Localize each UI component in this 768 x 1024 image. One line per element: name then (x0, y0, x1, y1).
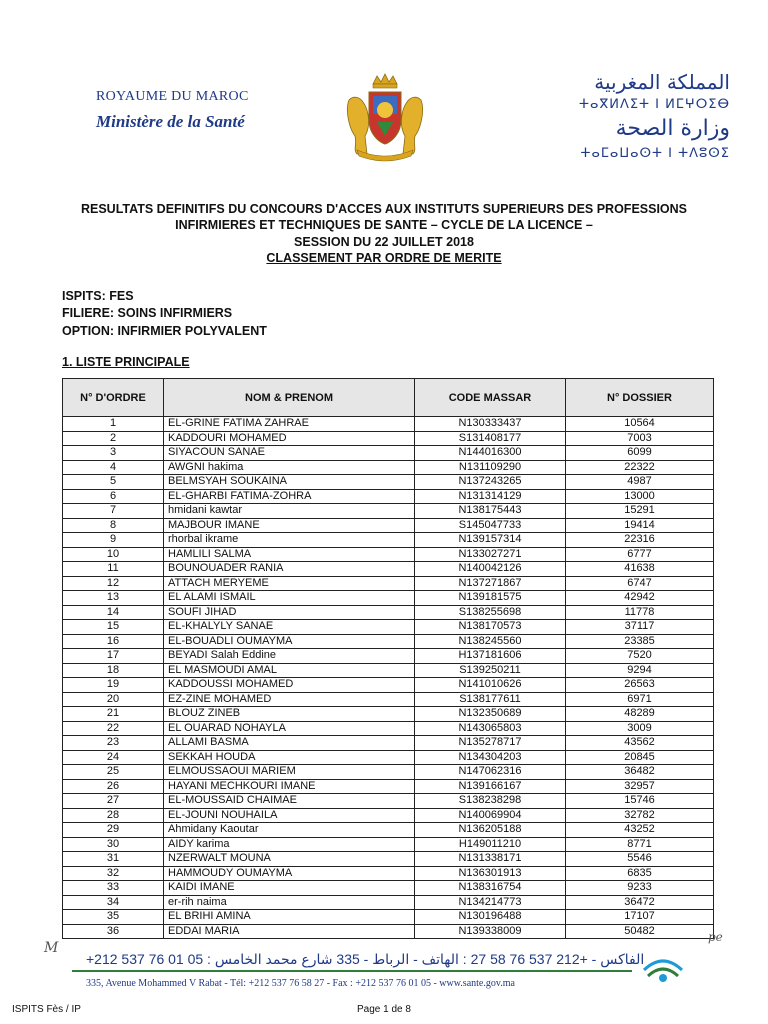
cell-massar: N138316754 (415, 881, 566, 896)
cell-massar: N131109290 (415, 460, 566, 475)
table-row (63, 721, 714, 736)
cell-name: BLOUZ ZINEB (164, 707, 415, 722)
cell-order: 20 (63, 692, 164, 707)
cell-name: hmidani kawtar (164, 504, 415, 519)
cell-name: EZ-ZINE MOHAMED (164, 692, 415, 707)
title-line-2: INFIRMIERES ET TECHNIQUES DE SANTE – CYCLE DE LA LICENCE – (175, 218, 593, 232)
table-row (63, 692, 714, 707)
cell-order: 22 (63, 721, 164, 736)
cell-order: 7 (63, 504, 164, 519)
cell-name: SOUFI JIHAD (164, 605, 415, 620)
cell-massar: S138238298 (415, 794, 566, 809)
kingdom-name-fr: ROYAUME DU MAROC (96, 89, 249, 104)
cell-name: ALLAMI BASMA (164, 736, 415, 751)
table-row (63, 605, 714, 620)
cell-order: 19 (63, 678, 164, 693)
cell-name: EL-GHARBI FATIMA-ZOHRA (164, 489, 415, 504)
table-row (63, 866, 714, 881)
cell-massar: N139338009 (415, 924, 566, 939)
page-footer-left: ISPITS Fès / IP (12, 1004, 81, 1015)
header-dossier: N° DOSSIER (566, 379, 714, 417)
cell-order: 27 (63, 794, 164, 809)
cell-name: HAYANI MECHKOURI IMANE (164, 779, 415, 794)
cell-dossier: 6835 (566, 866, 714, 881)
cell-dossier: 3009 (566, 721, 714, 736)
cell-dossier: 41638 (566, 562, 714, 577)
cell-name: EL-GRINE FATIMA ZAHRAE (164, 417, 415, 432)
title-ranking: CLASSEMENT PAR ORDRE DE MERITE (266, 251, 502, 265)
cell-dossier: 32782 (566, 808, 714, 823)
cell-dossier: 6747 (566, 576, 714, 591)
table-row (63, 663, 714, 678)
cell-massar: N136205188 (415, 823, 566, 838)
cell-order: 14 (63, 605, 164, 620)
title-session: SESSION DU 22 JUILLET 2018 (294, 235, 474, 249)
table-row (63, 707, 714, 722)
cell-massar: N143065803 (415, 721, 566, 736)
cell-name: NZERWALT MOUNA (164, 852, 415, 867)
cell-dossier: 11778 (566, 605, 714, 620)
cell-dossier: 15746 (566, 794, 714, 809)
cell-order: 5 (63, 475, 164, 490)
cell-order: 32 (63, 866, 164, 881)
kingdom-name-ar: المملكة المغربية (594, 70, 730, 94)
cell-dossier: 8771 (566, 837, 714, 852)
cell-order: 33 (63, 881, 164, 896)
cell-massar: N139166167 (415, 779, 566, 794)
table-header-row (63, 379, 714, 417)
cell-order: 2 (63, 431, 164, 446)
cell-dossier: 26563 (566, 678, 714, 693)
table-row (63, 852, 714, 867)
table-row (63, 634, 714, 649)
cell-dossier: 5546 (566, 852, 714, 867)
cell-dossier: 7003 (566, 431, 714, 446)
table-row (63, 750, 714, 765)
cell-dossier: 6971 (566, 692, 714, 707)
table-row (63, 591, 714, 606)
signature-initial-left: M (44, 940, 59, 956)
table-row (63, 460, 714, 475)
cell-order: 8 (63, 518, 164, 533)
cell-order: 29 (63, 823, 164, 838)
table-row (63, 823, 714, 838)
cell-dossier: 6777 (566, 547, 714, 562)
table-row (63, 736, 714, 751)
cell-name: EL-MOUSSAID CHAIMAE (164, 794, 415, 809)
cell-order: 24 (63, 750, 164, 765)
cell-name: HAMLILI SALMA (164, 547, 415, 562)
ministry-logo-icon (640, 948, 686, 988)
table-row (63, 895, 714, 910)
cell-massar: S138177611 (415, 692, 566, 707)
table-row (63, 924, 714, 939)
cell-name: SIYACOUN SANAE (164, 446, 415, 461)
results-table (62, 378, 714, 939)
cell-name: er-rih naima (164, 895, 415, 910)
cell-name: EDDAI MARIA (164, 924, 415, 939)
ministry-name-tifinagh: ⵜⴰⵎⴰⵡⴰⵙⵜ ⵏ ⵜⴷⵓⵙⵉ (580, 146, 730, 161)
cell-order: 1 (63, 417, 164, 432)
cell-dossier: 42942 (566, 591, 714, 606)
cell-order: 17 (63, 649, 164, 664)
cell-name: EL-BOUADLI OUMAYMA (164, 634, 415, 649)
cell-name: ATTACH MERYEME (164, 576, 415, 591)
cell-name: EL-KHALYLY SANAE (164, 620, 415, 635)
list-heading: 1. LISTE PRINCIPALE (62, 355, 190, 369)
header-name: NOM & PRENOM (164, 379, 415, 417)
cell-name: AIDY karima (164, 837, 415, 852)
cell-massar: N136301913 (415, 866, 566, 881)
cell-order: 34 (63, 895, 164, 910)
table-row (63, 765, 714, 780)
page-number: Page 1 de 8 (357, 1004, 411, 1015)
cell-name: EL MASMOUDI AMAL (164, 663, 415, 678)
coat-of-arms-icon (343, 70, 427, 162)
cell-massar: N135278717 (415, 736, 566, 751)
cell-massar: N138175443 (415, 504, 566, 519)
cell-massar: N137243265 (415, 475, 566, 490)
cell-dossier: 7520 (566, 649, 714, 664)
cell-order: 13 (63, 591, 164, 606)
table-row (63, 475, 714, 490)
cell-dossier: 43562 (566, 736, 714, 751)
table-row (63, 547, 714, 562)
table-row (63, 431, 714, 446)
cell-name: Ahmidany Kaoutar (164, 823, 415, 838)
cell-name: rhorbal ikrame (164, 533, 415, 548)
cell-dossier: 22322 (566, 460, 714, 475)
table-row (63, 489, 714, 504)
cell-dossier: 36472 (566, 895, 714, 910)
cell-dossier: 37117 (566, 620, 714, 635)
cell-dossier: 23385 (566, 634, 714, 649)
footer-address: 335, Avenue Mohammed V Rabat - Tél: +212 537 76 58 27 - Fax : +212 537 76 01 05 - www.sante.gov.ma (86, 978, 515, 989)
cell-dossier: 15291 (566, 504, 714, 519)
cell-massar: N139157314 (415, 533, 566, 548)
cell-dossier: 6099 (566, 446, 714, 461)
table-row (63, 620, 714, 635)
cell-massar: N140069904 (415, 808, 566, 823)
cell-massar: N134304203 (415, 750, 566, 765)
table-row (63, 518, 714, 533)
cell-order: 12 (63, 576, 164, 591)
cell-massar: N131338171 (415, 852, 566, 867)
cell-massar: N144016300 (415, 446, 566, 461)
cell-name: KADDOUSSI MOHAMED (164, 678, 415, 693)
cell-name: KAIDI IMANE (164, 881, 415, 896)
table-row (63, 881, 714, 896)
cell-massar: H137181606 (415, 649, 566, 664)
cell-order: 26 (63, 779, 164, 794)
cell-massar: N138170573 (415, 620, 566, 635)
footer-contact-line: +212 537 76 01 05 : الفاكس - +212 537 76 58 27 : الهاتف - الرباط - 335 شارع محمد الخامس (86, 951, 645, 967)
cell-order: 28 (63, 808, 164, 823)
cell-name: EL BRIHI AMINA (164, 910, 415, 925)
cell-order: 9 (63, 533, 164, 548)
cell-dossier: 19414 (566, 518, 714, 533)
cell-massar: N137271867 (415, 576, 566, 591)
table-row (63, 504, 714, 519)
cell-massar: N130196488 (415, 910, 566, 925)
table-row (63, 649, 714, 664)
cell-massar: N147062316 (415, 765, 566, 780)
cell-order: 35 (63, 910, 164, 925)
cell-order: 16 (63, 634, 164, 649)
cell-name: SEKKAH HOUDA (164, 750, 415, 765)
cell-dossier: 22316 (566, 533, 714, 548)
cell-order: 10 (63, 547, 164, 562)
ministry-name-ar: وزارة الصحة (615, 116, 730, 141)
cell-order: 6 (63, 489, 164, 504)
table-row (63, 417, 714, 432)
cell-dossier: 9294 (566, 663, 714, 678)
cell-order: 11 (63, 562, 164, 577)
table-row (63, 562, 714, 577)
table-body (63, 417, 714, 939)
cell-dossier: 48289 (566, 707, 714, 722)
cell-dossier: 20845 (566, 750, 714, 765)
header-order: N° D'ORDRE (63, 379, 164, 417)
table-row (63, 446, 714, 461)
cell-dossier: 32957 (566, 779, 714, 794)
cell-name: KADDOURI MOHAMED (164, 431, 415, 446)
cell-order: 30 (63, 837, 164, 852)
footer-divider (72, 970, 632, 972)
ministry-name-fr: Ministère de la Santé (96, 112, 245, 131)
cell-name: BOUNOUADER RANIA (164, 562, 415, 577)
cell-dossier: 10564 (566, 417, 714, 432)
cell-name: EL ALAMI ISMAIL (164, 591, 415, 606)
cell-order: 25 (63, 765, 164, 780)
table-row (63, 779, 714, 794)
table-row (63, 576, 714, 591)
cell-dossier: 36482 (566, 765, 714, 780)
cell-dossier: 43252 (566, 823, 714, 838)
table-row (63, 533, 714, 548)
cell-order: 15 (63, 620, 164, 635)
cell-massar: N132350689 (415, 707, 566, 722)
cell-massar: N138245560 (415, 634, 566, 649)
title-line-1: RESULTATS DEFINITIFS DU CONCOURS D'ACCES AUX INSTITUTS SUPERIEURS DES PROFESSIONS (80, 202, 688, 216)
cell-order: 23 (63, 736, 164, 751)
cell-massar: S138255698 (415, 605, 566, 620)
cell-name: MAJBOUR IMANE (164, 518, 415, 533)
table-row (63, 678, 714, 693)
cell-name: AWGNI hakima (164, 460, 415, 475)
cell-order: 4 (63, 460, 164, 475)
cell-order: 21 (63, 707, 164, 722)
signature-initial-right: pe (708, 930, 723, 944)
cell-name: BEYADI Salah Eddine (164, 649, 415, 664)
cell-order: 3 (63, 446, 164, 461)
cell-name: EL-JOUNI NOUHAILA (164, 808, 415, 823)
cell-name: BELMSYAH SOUKAINA (164, 475, 415, 490)
table-row (63, 837, 714, 852)
cell-order: 36 (63, 924, 164, 939)
kingdom-name-tifinagh: ⵜⴰⴳⵍⴷⵉⵜ ⵏ ⵍⵎⵖⵔⵉⴱ (578, 97, 730, 112)
cell-massar: N131314129 (415, 489, 566, 504)
cell-massar: N139181575 (415, 591, 566, 606)
cell-massar: N133027271 (415, 547, 566, 562)
cell-name: ELMOUSSAOUI MARIEM (164, 765, 415, 780)
option-label: OPTION: INFIRMIER POLYVALENT (62, 324, 267, 338)
cell-name: HAMMOUDY OUMAYMA (164, 866, 415, 881)
cell-dossier: 50482 (566, 924, 714, 939)
cell-massar: S145047733 (415, 518, 566, 533)
cell-massar: N134214773 (415, 895, 566, 910)
header-massar: CODE MASSAR (415, 379, 566, 417)
cell-massar: H149011210 (415, 837, 566, 852)
cell-order: 18 (63, 663, 164, 678)
cell-massar: N140042126 (415, 562, 566, 577)
filiere-label: FILIERE: SOINS INFIRMIERS (62, 306, 233, 320)
cell-dossier: 13000 (566, 489, 714, 504)
cell-massar: S131408177 (415, 431, 566, 446)
cell-massar: N141010626 (415, 678, 566, 693)
cell-dossier: 17107 (566, 910, 714, 925)
table-row (63, 794, 714, 809)
ispits-label: ISPITS: FES (62, 289, 134, 303)
cell-order: 31 (63, 852, 164, 867)
table-row (63, 808, 714, 823)
table-row (63, 910, 714, 925)
cell-dossier: 9233 (566, 881, 714, 896)
cell-massar: N130333437 (415, 417, 566, 432)
cell-name: EL OUARAD NOHAYLA (164, 721, 415, 736)
cell-massar: S139250211 (415, 663, 566, 678)
cell-dossier: 4987 (566, 475, 714, 490)
